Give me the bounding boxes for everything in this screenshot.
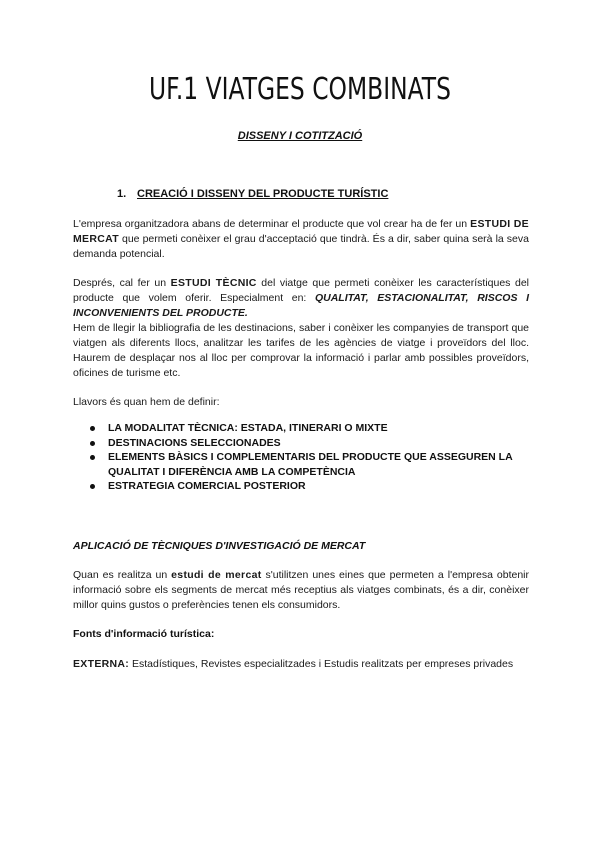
list-item: LA MODALITAT TÈCNICA: ESTADA, ITINERARI O MIXTE (90, 421, 530, 436)
bold-term: ESTUDI DE MERCAT (73, 218, 529, 245)
list-item: ESTRATEGIA COMERCIAL POSTERIOR (90, 479, 530, 494)
bold-italic-term: QUALITAT, ESTACIONALITAT, RISCOS I INCONVENIENTS DEL PRODUCTE. (73, 292, 529, 319)
section-number: 1. (117, 188, 127, 200)
fonts-heading: Fonts d'informació turística: (73, 628, 215, 640)
bullet-list (90, 421, 530, 494)
page-title: UF.1 VIATGES COMBINATS (149, 72, 451, 107)
text-run: Estadístiques, Revistes especialitzades i Estudis realitzats per empreses privades (129, 658, 514, 670)
bold-term: estudi de mercat (171, 569, 262, 581)
text-run: que permeti conèixer el grau d'acceptació que tindrà. És a dir, saber quina serà la seva demanda potencial. (73, 233, 529, 260)
text-run: s'utilitzen unes eines que permeten a l'empresa obtenir informació sobre els segments de mercat més receptius als viatges combinats, és a dir, conèixer millor quins gustos o preferències tenen els consumidors. (73, 569, 529, 611)
list-item: DESTINACIONS SELECCIONADES (90, 436, 530, 451)
paragraph-market-research (73, 568, 529, 613)
paragraph-market-study (73, 217, 529, 262)
paragraph-define: Llavors és quan hem de definir: (73, 396, 220, 408)
page-subtitle: DISSENY I COTITZACIÓ (237, 130, 363, 142)
text-run: Quan es realitza un (73, 569, 172, 581)
bold-term: ESTUDI TÈCNIC (170, 277, 257, 289)
list-item: ELEMENTS BÀSICS I COMPLEMENTARIS DEL PRODUCTE QUE ASSEGUREN LA QUALITAT I DIFERÈNCIA AMB LA COMPETÈNCIA (90, 450, 530, 479)
text-run: Després, cal fer un (73, 277, 171, 289)
section-heading-1 (117, 188, 388, 200)
bold-term: EXTERNA: (73, 658, 130, 670)
section-heading-2: APLICACIÓ DE TÈCNIQUES D'INVESTIGACIÓ DE MERCAT (73, 540, 366, 552)
paragraph-technical-study (73, 276, 529, 381)
section-heading-text: CREACIÓ I DISSENY DEL PRODUCTE TURÍSTIC (137, 188, 389, 200)
text-run: Hem de llegir la bibliografia de les destinacions, saber i conèixer les companyies de transport que viatgen als diferents llocs, analitzar les tarifes de les agències de viatge i proveïdors del lloc. Haurem de desplaçar nos al lloc per comprovar la informació i parlar amb possibles proveïdors, oficines de turisme etc. (73, 322, 529, 379)
text-run: L'empresa organitzadora abans de determinar el producte que vol crear ha de fer un (73, 218, 471, 230)
text-run: del viatge que permeti conèixer les característiques del producte que volem oferir. Especialment en: (73, 277, 530, 304)
paragraph-external (73, 657, 529, 672)
